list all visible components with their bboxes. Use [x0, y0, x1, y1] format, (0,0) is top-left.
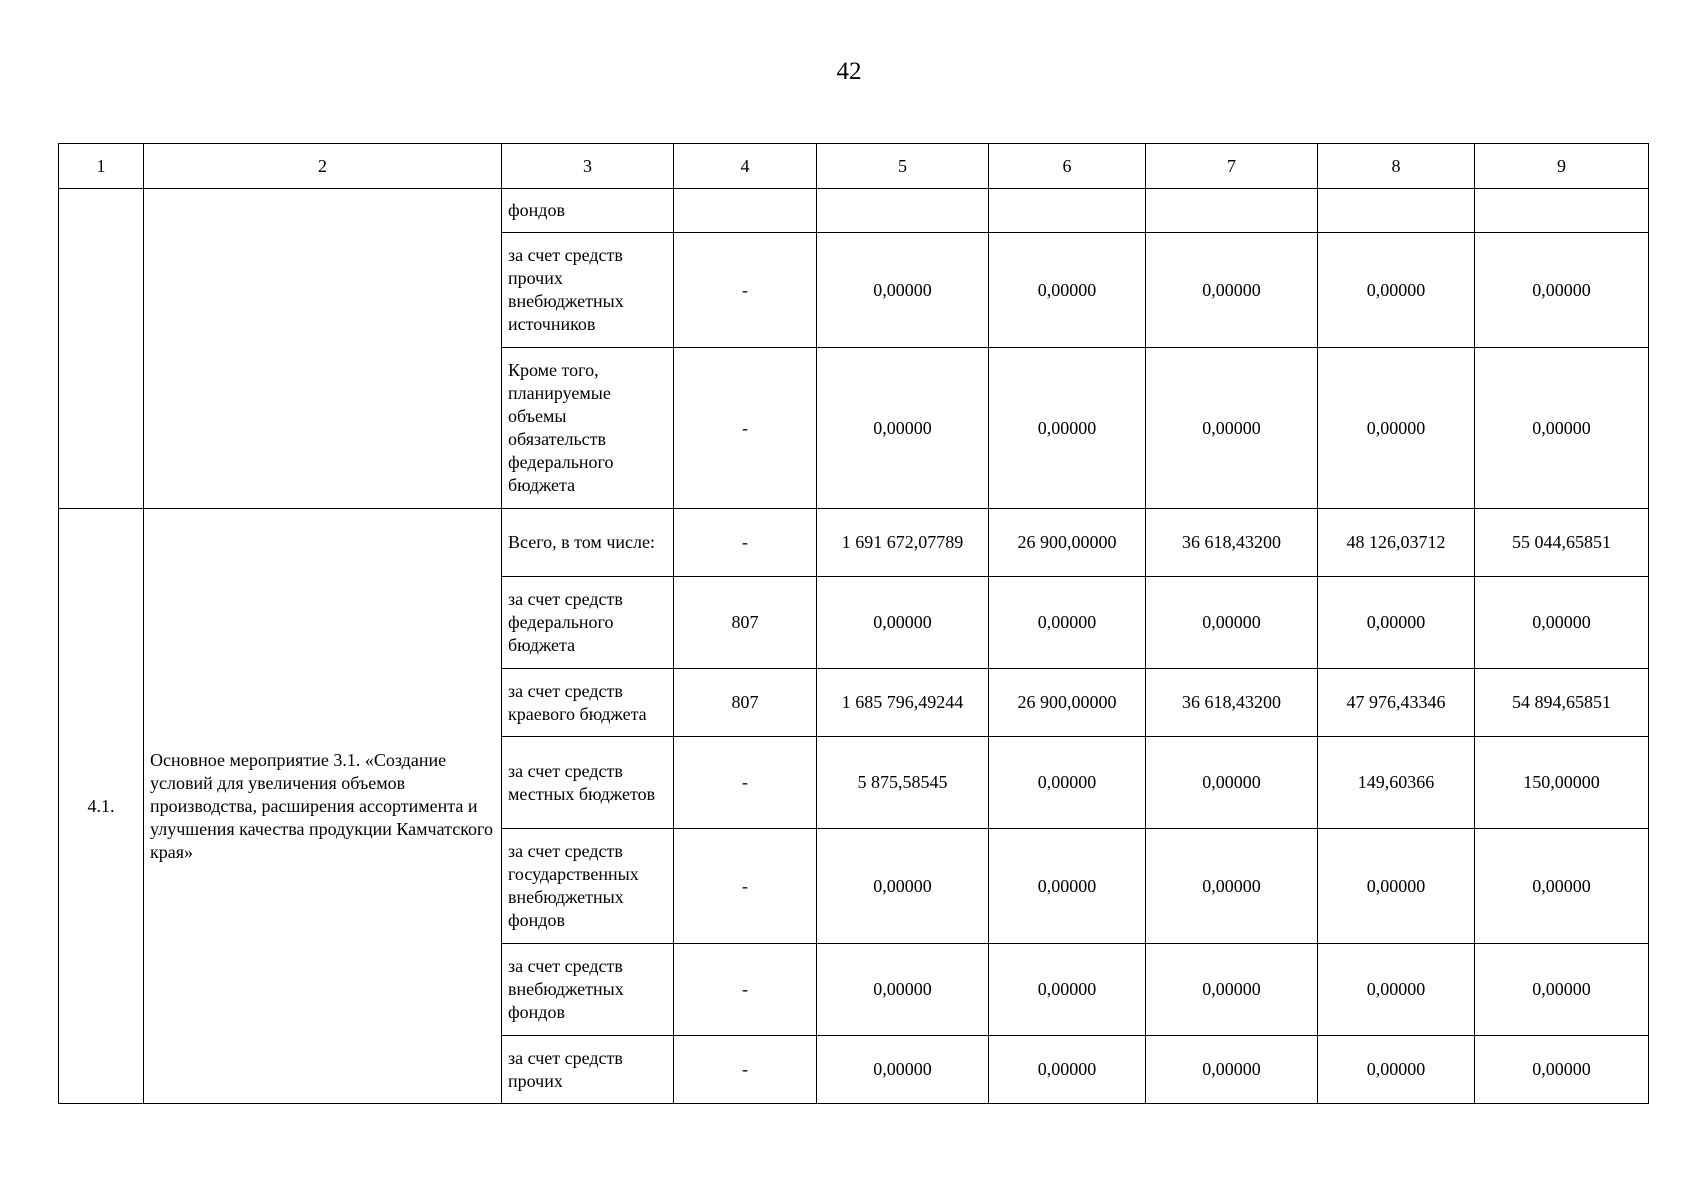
name-cell-empty: [144, 189, 502, 509]
value-cell: 0,00000: [817, 944, 989, 1036]
value-cell: 0,00000: [1318, 944, 1475, 1036]
value-cell: 150,00000: [1475, 737, 1649, 829]
header-cell: 8: [1318, 144, 1475, 189]
code-cell: -: [674, 1036, 817, 1104]
funding-source-cell: Всего, в том числе:: [502, 509, 674, 577]
value-cell: 1 691 672,07789: [817, 509, 989, 577]
value-cell: 149,60366: [1318, 737, 1475, 829]
value-cell: [817, 189, 989, 233]
value-cell: 0,00000: [989, 1036, 1146, 1104]
value-cell: 0,00000: [989, 944, 1146, 1036]
header-cell: 1: [59, 144, 144, 189]
funding-source-cell: за счет средств внебюджетных фондов: [502, 944, 674, 1036]
header-cell: 7: [1146, 144, 1318, 189]
value-cell: 0,00000: [1146, 577, 1318, 669]
value-cell: 55 044,65851: [1475, 509, 1649, 577]
value-cell: 5 875,58545: [817, 737, 989, 829]
page-number: 42: [836, 58, 862, 85]
header-cell: 9: [1475, 144, 1649, 189]
header-row: [59, 144, 1649, 189]
value-cell: 0,00000: [1146, 233, 1318, 348]
header-cell: 5: [817, 144, 989, 189]
value-cell: 0,00000: [1318, 233, 1475, 348]
value-cell: 0,00000: [1318, 577, 1475, 669]
code-cell: [674, 189, 817, 233]
value-cell: 0,00000: [1318, 1036, 1475, 1104]
value-cell: 36 618,43200: [1146, 669, 1318, 737]
funding-source-cell: за счет средств краевого бюджета: [502, 669, 674, 737]
funding-source-cell: за счет средств местных бюджетов: [502, 737, 674, 829]
value-cell: 36 618,43200: [1146, 509, 1318, 577]
value-cell: 0,00000: [1475, 944, 1649, 1036]
funding-source-cell: Кроме того, планируемые объемы обязательств федерального бюджета: [502, 348, 674, 509]
code-cell: -: [674, 829, 817, 944]
value-cell: 26 900,00000: [989, 509, 1146, 577]
value-cell: 0,00000: [1475, 233, 1649, 348]
value-cell: 0,00000: [1146, 944, 1318, 1036]
header-cell: 4: [674, 144, 817, 189]
value-cell: 0,00000: [1146, 829, 1318, 944]
header-cell: 3: [502, 144, 674, 189]
value-cell: 47 976,43346: [1318, 669, 1475, 737]
code-cell: -: [674, 944, 817, 1036]
value-cell: 0,00000: [1475, 1036, 1649, 1104]
header-cell: 6: [989, 144, 1146, 189]
code-cell: -: [674, 737, 817, 829]
value-cell: 0,00000: [989, 737, 1146, 829]
value-cell: [1146, 189, 1318, 233]
code-cell: 807: [674, 669, 817, 737]
value-cell: [1318, 189, 1475, 233]
number-cell-empty: [59, 189, 144, 509]
activity-name: Основное мероприятие 3.1. «Создание условий для увеличения объемов производства, расширения ассортимента и улучшения качества продукции Камчатского края»: [144, 509, 502, 1104]
code-cell: -: [674, 348, 817, 509]
header-cell: 2: [144, 144, 502, 189]
value-cell: 26 900,00000: [989, 669, 1146, 737]
value-cell: [1475, 189, 1649, 233]
funding-source-cell: за счет средств государственных внебюджетных фондов: [502, 829, 674, 944]
value-cell: 0,00000: [989, 233, 1146, 348]
value-cell: 1 685 796,49244: [817, 669, 989, 737]
value-cell: 0,00000: [1475, 829, 1649, 944]
value-cell: 0,00000: [1146, 737, 1318, 829]
value-cell: 0,00000: [989, 577, 1146, 669]
value-cell: 48 126,03712: [1318, 509, 1475, 577]
value-cell: [989, 189, 1146, 233]
value-cell: 54 894,65851: [1475, 669, 1649, 737]
funding-source-cell: за счет средств федерального бюджета: [502, 577, 674, 669]
value-cell: 0,00000: [1318, 829, 1475, 944]
value-cell: 0,00000: [1146, 1036, 1318, 1104]
code-cell: 807: [674, 577, 817, 669]
funding-source-cell: фондов: [502, 189, 674, 233]
funding-source-cell: за счет средств прочих: [502, 1036, 674, 1104]
value-cell: 0,00000: [817, 233, 989, 348]
value-cell: 0,00000: [817, 829, 989, 944]
funding-source-cell: за счет средств прочих внебюджетных источников: [502, 233, 674, 348]
value-cell: 0,00000: [1146, 348, 1318, 509]
budget-table: [58, 143, 1649, 1104]
table-row: [59, 509, 1649, 577]
value-cell: 0,00000: [817, 1036, 989, 1104]
value-cell: 0,00000: [989, 348, 1146, 509]
table-row: [59, 189, 1649, 233]
value-cell: 0,00000: [817, 348, 989, 509]
code-cell: -: [674, 233, 817, 348]
activity-number: 4.1.: [59, 509, 144, 1104]
value-cell: 0,00000: [1318, 348, 1475, 509]
value-cell: 0,00000: [817, 577, 989, 669]
value-cell: 0,00000: [1475, 348, 1649, 509]
value-cell: 0,00000: [989, 829, 1146, 944]
value-cell: 0,00000: [1475, 577, 1649, 669]
code-cell: -: [674, 509, 817, 577]
